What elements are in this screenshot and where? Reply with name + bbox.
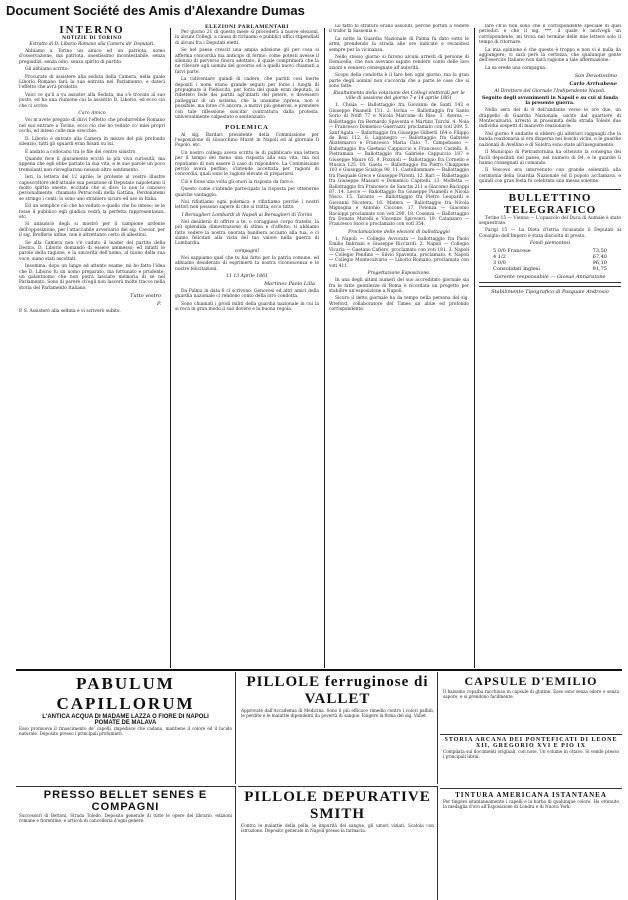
ad-vallet (238, 672, 438, 784)
paragraph: Voi m'avete pregato di dirvi l'effetto che produrrebbe Romano nel suo entrare a Torino, ecco ciò che ho veduto co' miei propri occhi, ed inteso colle mie orecchie. (19, 118, 165, 135)
paragraph: Per giorno 21 di questo mese si procederà a nuove elezioni, in alcuni Collegi, a causa di richiamo e pubblici uffici stipendiati di alcuni fra i Deputati eletti. (175, 30, 319, 46)
section-heading-proclamazione: Proclamazione delle elezioni di ballottaggio (348, 229, 450, 235)
dateline: Estratto di D. Liborio Romano alla Camera de' Deputati. (29, 42, 155, 47)
bond-value: 73,50 (592, 248, 607, 255)
election-results-list (329, 237, 469, 269)
column-rule (170, 28, 171, 668)
section-heading-elezioni: ELEZIONI PARLAMENTARI (205, 24, 289, 30)
paragraph: Il Vescovo era intervenuto con grande solennità alla cerimonia della Guardia Nazionale ed il popolo acclamava, e quindi con gran festa fu celebrata una messa solenne. (479, 168, 621, 185)
paragraph: La sa erede una compagna. (485, 65, 547, 71)
paragraph: Il Municipio di Pietrastornina ha ottenuto la consegna dei fucili depositati nel paese, nel numero di 84, e le guardie li hanno consegnati al comando. (479, 150, 621, 166)
ad-text: Esso promuove il rinascimento de' capelli, impedisce che cadano, mantiene il colore ed il lucido naturale. Deposito presso i principali profumieri. (19, 726, 232, 736)
paragraph: Ieri, la lettera del 12 aprile; le proteste al vostro illustre caposcrittore dell'attuale sua posizione di Deputato napoletano il molto spirito onesto, eccitata che si dice: lo non lo conosco personalmente, chiamato Petruccelli della Gattina, Perdonatemi se stringo i conti: lo sono uno straniero sicuro ed uso in Italia. (19, 175, 165, 202)
ad-title: STORIA ARCANA DEI PONTEFICATI DI LEONE XII, GREGORIO XVI E PIO IX (444, 737, 618, 749)
paragraph: In una degli ultimi numeri del suo accreditato giornale sia fra le fatte gentilezze di Roma è ricordata un progetto per stabilire un'esposizione a Napoli. (329, 278, 469, 295)
bonds-label: Fondi piemontesi (529, 241, 571, 247)
paragraph: Da Palma in data 8 ci scrivono: Genovesi ed altri amici della guardia nazionale ci rendono conto della loro condotta. (175, 289, 319, 300)
article-body (479, 108, 621, 184)
ad-text: Contro le malattie della pelle, le impurità del sangue, gli umori viziati. Scatola con istruzione. Deposito generale in Napoli presso la farmacia. (241, 823, 434, 833)
paragraph: Questo come s'intende partecipato la risposta per ottenerne qualche vantaggio. (175, 187, 319, 198)
paragraph: Abbiamo a Torino un amico ed un patriota, uomo d'osservazione, ma patriota, onestissimo incontestabile, senza pregiudizi, senza odio, senza spirito di partito. (19, 49, 165, 65)
paragraph: 1. Chiaia — Ballottaggio fra Giovanni de Santi 143 e Giuseppe Pisanelli 131. 2. Ischia — Ballottaggio fra Santo Sorio di Nolfi 77 e Nicola Marcone di Riso. 3. Aversa — Ballottaggio fra Bernardo Spaventa e Martino Turchi. 4. Nola — Francesco Domenico Guerrazzi, proclamato con voti 209. 5. Sant'Agata — Ballottaggio fra Giuseppe Gilberti 164 e Filippo de Bosi 112. 6. Lagonegro — Ballottaggio fra Gabriele Abatemarco e Francesco Maria Calo. 7. Campobasso — Ballottaggio fra Gaetano Cappuccio e Francesco Castelli. 8. Pietramala — Ballottaggio fra Gabriele Cappuccio 187 e Giuseppe Mauro 65. 9. Pozzuoli — Ballottaggio fra Cornelio e Musica 125. 10. Gaeta — Ballottaggio fra Pietro Chiappone 103 e Giuseppe Scialoja 90. 11. Castellammare — Ballottaggio fra Pasquale Greco e Giuseppe Pironti. 12. Bari — Ballottaggio fra Giuseppe Massari e Domenico Capitelli. 13. Molfetta — Ballottaggio fra Francesco de Sanctis 211 e Giacomo Racioppi 87. 14. Lecce — Ballottaggio fra Giuseppe Pisanelli e Nicola Nisco. 15. Taranto — Ballottaggio fra Pietro Leopardi e Giovanni Nicotera. 16. Matera — Ballottaggio fra Nicola Mignogna e Antonio Ciccone. 17. Potenza — Giacomo Racioppi proclamato con voti 290. 18. Cosenza — Ballottaggio fra Donato Morelli e Vincenzo Sprovieri. 19. Catanzaro — Francesco Stocco proclamato con voti 354. (329, 103, 469, 228)
ad-capsule (440, 672, 622, 732)
ad-bellet (16, 786, 236, 900)
article-body (19, 49, 165, 291)
bulletin-body (479, 216, 621, 240)
article-body (329, 24, 469, 89)
section-heading-compagni: compagni! (234, 248, 260, 254)
section-heading-esposizione: Progettazione Esposizione. (367, 271, 431, 277)
bond-label: Consolidati inglesi (493, 266, 540, 273)
article-body (175, 289, 319, 313)
paragraph: Noi rifiutiamo ogni polemica e rifiutiamo perché i nostri lettori non possono sapere di che si tratta; ecco tutto. (175, 199, 319, 211)
gerente-responsabile: Gerente responsabile — Giosuè Annaratone (494, 274, 606, 281)
section-heading-interno: INTERNO (59, 24, 125, 36)
paragraph: Parigi 15 — La Dieta d'Istria ricusando il Deputati al Consiglio dell'Impero è stata disciolta di presto. (479, 228, 621, 239)
paragraph: D. Liborio è entrato alla Camera in mezzo del più profondo silenzio, tutti gli sguardi eran fissati su lui. (19, 136, 165, 148)
ad-title: PILLOLE ferruginose di VALLET (246, 674, 429, 707)
advertisements (16, 672, 622, 900)
paragraph: Gli abbiamo scritto: (25, 67, 70, 73)
ad-title: PRESSO BELLET SENES E COMPAGNI (43, 789, 208, 813)
bond-value: 67,40 (592, 254, 607, 261)
column-rule (324, 28, 325, 668)
telegraphic-bulletin (479, 189, 621, 284)
paragraph: Ciò è forse una volta gli onori la risposta da fare e. (181, 179, 295, 185)
ads-separator (16, 669, 622, 671)
paragraph: Se alla Camera non v'è caduto il leader del partito della Destra, D. Liborio domandò di essere ammesso; ed infatti le parole della ragione, e la sincerità dell'uomo, al tuono della sua voce, siano stati ascoltati. (19, 240, 165, 262)
paragraph: Si annunciò degli si mostrò per il campione ardente dell'opposizione, per l'attaccabile avversario del sig. Cavour, per il sig. Brofferio infine, non è altrettanto certo di allestirsi. (19, 222, 165, 239)
bond-label: 5 0/0 Francese (493, 248, 531, 255)
paragraph: lare ch'io non sono che il corrispondente speciale di quei periodici e che il sig. ***, il quale è anch'egli un corrispondente, mi trova nel termine delle mie lettere solo il tempo di ritornare. (479, 24, 621, 46)
section-heading-risultamento: Risultamento della votazione dei Collegi elettorali per le ville di sessione del giorno 7 e 14 aprile 1861 (333, 91, 465, 102)
paragraph: Ed un semplice ciò che ho veduto e quello che ho inteso; se le fosse il pubblico egli giudica vedrà la perfetta rappresentanza, etc. (19, 204, 165, 220)
bond-label: 4 1/2 (493, 254, 506, 261)
bond-row (479, 266, 621, 272)
ad-text: Il balsamo copaiba racchiuso in capsule di glutine. Esse sono senza odore e senza sapore, e si prendono facilmente. (443, 689, 619, 699)
addressee: Al Direttore del Giornale l'Indipendente Napoli. (494, 89, 606, 95)
paragraph: Torino 15 — Vienna — L'opuscolo del Duca di Aumale è stato sequestrato. (479, 215, 621, 226)
paragraph: Noi sappiamo quel che tu hai fatto per la patria comune, ed abbiamo desiderato di esprimerti la nostra riconoscenza e le nostre felicitazioni. (175, 255, 319, 272)
ad-storia-arcana (440, 734, 622, 786)
paragraph: Nel giorno 9 andante si ebbero gli ulteriori ragguagli che la banda reazionaria si era dispersa nei boschi vicini, e le guardie nazionali di Avellino e di Solofra sono state all'inseguimento. (479, 131, 621, 148)
paragraph: Insomma, dopo un lungo ed attento esame, mi ho fatto l'idea che D. Liborio fu un uomo preparato, ma fortunato e prudente; un galantuomo che non potrà lasciare memoria di sè nel Parlamento. Sono di parere ch'egli non lascerà molte tracce nella storia del Parlamento Italiano. (19, 264, 166, 291)
ad-title: PILLOLE DEPURATIVE SMITH (244, 789, 431, 822)
letter-signature-initial: P. (157, 301, 161, 308)
paragraph: La ridiventare quindi di cadere, che partiti così inerte depositi i nomi erano grande seguiti per forse i luoghi di propugnare il Piebiscito, per forza del quale eran deputati, si ridettero fede dei partiti agl'intatti del potere, e dovessero palleggiar di un sistema, che la unanime ripresa, non è possibile, ma forse c'è ancora, a motivi più generosi, e prendere con tale riflessione suscitar contrattura dalla protesta, universalmente calpestato e sentenziato. (175, 77, 319, 121)
section-heading-polemica: POLEMICA (225, 123, 269, 131)
paragraph: 1. Napoli — Collegio Avvocata — ballottaggio fra Paolo Emilio Imbriani e Giuseppe Ricciardi. 2. Napoli — Collegio Vicaria — Gaetano Cafiero, proclamato con voti 181. 3. Napoli — Collegio Pendino — Silvio Spaventa, proclamato. 4. Napoli — Collegio Montecalvario — Liborio Romano, proclamato con voti 411. (329, 236, 469, 269)
ad-title: TINTURA AMERICANA ISTANTANEA (455, 791, 607, 799)
article-signature: Martinez Paolo Lilla (264, 281, 315, 288)
letter-greeting: Caro Amico (78, 111, 106, 117)
paragraph: Procurate di assistere alla seduta della Camera, nella quale Liborio Romano farà la sua entrata nel Parlamento, e datecì l'effetto che avrà prodotto. (19, 74, 165, 91)
paragraph: La notte la Guardia Nazionale di Palma fu dato sotto le armi, prendendo la strada alle ore indicate e recandosi sempre per la vicinanza. (329, 36, 469, 53)
ad-text: Successori di Bettoni, Strada Toledo. Deposito generale di tutte le opere del librario, edizioni romane e fiorentine, e articoli di cancelleria d'ogni genere. (19, 813, 232, 823)
paragraph: Nel desiderio di offrire a te, o coraggioso corpo fratello, la più splendida dimostrazione di stima e d'affetto, ti abbiamo fatto vedere la nostra onorata bandiera accanto alla tua, e ci siamo felicitati alla vista del tuo valore nella guerra di Lombardia. (175, 219, 319, 247)
article-body (175, 220, 319, 247)
letter-closing: Son Devotissimo (574, 73, 617, 80)
bond-label: 3 0/0 (493, 260, 506, 267)
article-date: 11 13 Aprile 1861 (226, 274, 268, 280)
paragraph: E andato a collocarsi tra le file del centro sinistro. (25, 149, 137, 155)
paragraph: Lo fatto lo straturo erano assoluti, perchè portati a vedere il trafor la Sassonia e. (329, 24, 469, 35)
paragraph: Quando fece il giuramento eccitò la più viva curiosità, ma appena che egli ebbe parlato la sua vita, e le sue parole un poco tremolanti non risvegliarono nessun altro sentimento. (19, 156, 165, 173)
section-heading-bersaglieri: I Bersaglieri Lombardi di Napoli ai Bersaglieri di Torino (181, 212, 313, 218)
bulletin-title: BULLETTINO TELEGRAFICO (503, 191, 597, 216)
bond-quotes (479, 248, 621, 272)
ad-subtitle: L'ANTICA ACQUA DI MADAME LAZZA O FIORE DI NAPOLI (42, 714, 209, 720)
paragraph: Nella sera del di 8 dell'andante verso le ore due, un drappello di Guardia Nazionale, uscito dal quartiere di Montecalvario, arrestò in prossimità della strada Toledo due individui sospetti di manovre reazionarie. (479, 108, 621, 130)
paragraph: Al sig. Bardari presidente della Commissione per l'esposizione di Gioacchino Murat in Napoli ed al giornale Il Popolo, etc. (175, 132, 319, 149)
column-elezioni (172, 24, 322, 668)
paragraph: Voici ce qu'il a vu assister alla Seduta, ma s'è trovato al suo posto, ed ha una riunione cui la assistito D. Liborio, ed ecco ciò che ci scrive: (19, 92, 165, 109)
section-heading-avvenimenti: Seguito degli avvenimenti in Napoli e su cui si fonda la presente guerra. (482, 96, 618, 107)
ad-text: Approvate dall'Accademia di Medicina. Sono il più efficace rimedio contro i colori pallidi, le perdite e le malattie dipendenti da povertà di sangue. Esigere la firma del sig. Vallet. (241, 708, 434, 718)
article-body (479, 24, 621, 71)
article-body (175, 256, 319, 272)
column-interno (16, 24, 168, 668)
document-banner: Document Société des Amis d'Alexandre Dumas (6, 3, 305, 18)
ad-title: PABULUM CAPILLORUM (56, 674, 195, 713)
ad-text: Compilata sui documenti originali, con note. Un volume in ottavo. Si vende presso i principali librai. (443, 749, 619, 759)
paragraph: Se nel paese crescit una ampia adesione gli per cosa si afferma concordia ma anticipo di fermo: come potesti avesse il silenzio di perverso finora adottato, il quale comprimerà che la ne rilevare agli uomini del governo ed a quelli nuovi chiamati a farvi parte. (175, 48, 319, 75)
paragraph: Sicuro il detto giornale ha da tempo nella persona del sig. Wreford, collaboratore del Times un abile ed profondo corrispondente. (329, 296, 469, 313)
column-avvenimenti (476, 24, 624, 668)
column-rule (474, 28, 475, 668)
ad-subtitle: POMATE DE MALAVA (94, 720, 157, 726)
election-results-list (329, 103, 469, 227)
postscript: P. S. Assisterò alla seduta e vi scriverò subito. (19, 309, 121, 315)
ad-text: Per tingere istantaneamente i capelli e la barba di qualunque colore. Ha ottenuto la medaglia d'oro all'Esposizione di Londra e di Nuova York. (443, 799, 619, 809)
paragraph: Nello stesso giorno si furono alcuni arresti di persone di Domicella, che non avevano saputo rendere conto delle loro azioni e vennero consegnate all'autorità. (329, 55, 469, 71)
article-body (175, 133, 319, 211)
column-risultamenti (326, 24, 472, 668)
ad-tintura (440, 788, 622, 900)
paragraph: Sono chiamati i prodi militi della guardia nazionale in cui la si reca in gran modo il suo dovere e la buona regola. (175, 301, 319, 313)
article-body (329, 278, 469, 312)
section-subheading: NOTIZIE DI TORINO (62, 36, 122, 41)
article-body (175, 30, 319, 121)
letter-signature: Tutto vostro (130, 293, 161, 300)
ad-title: CAPSULE D'EMILIO (464, 674, 598, 688)
paragraph: Scopo della condotta è il fare ben ogni giorno, ma la gran parte degli uomini non s'accorda che a parte le cose che si sono fatte. (329, 73, 469, 90)
paragraph: Un nostro collega aveva scritto le di pubblicare una lettera per il tempo del meno una risposta alla sua vita, ma noi reputiamo di non essere il caso di rispondere. La Commissione perciò aveva perfino, s'intende accettata per ragioni di concordia, quali sono le ragioni elevate di prepararsi. (175, 150, 319, 178)
bond-value: 96,10 (592, 260, 607, 267)
ad-smith (238, 786, 438, 900)
ad-pabulum (16, 672, 236, 784)
letter-signature: Carlo Arrivabene (569, 81, 617, 88)
paragraph: La mia opinione è che questo è troppo e non vi è nulla da aggiungere; vi sarà però la certezza, che qualunque gente dell'esercito Italiano non darà ragione a tale affermazione. (479, 47, 621, 64)
bond-value: 91,75 (592, 266, 607, 273)
printer-imprint: Stabilimento Tipografico di Pasquale Androsio (479, 286, 621, 295)
